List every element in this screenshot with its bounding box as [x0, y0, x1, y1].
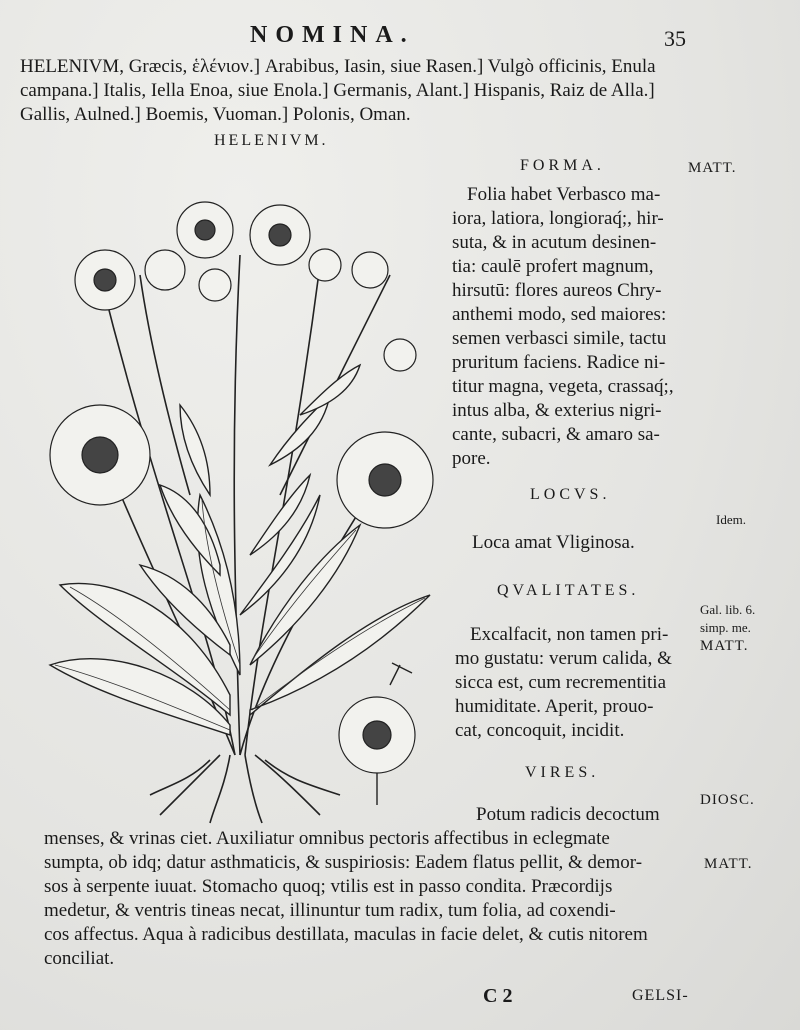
forma-text-line: tia: caulē profert magnum,: [452, 256, 654, 277]
forma-text-line: titur magna, vegeta, crassaq́;,: [452, 376, 674, 397]
margin-note: Idem.: [716, 512, 746, 527]
vires-text-line: sos à serpente iuuat. Stomacho quoq; vtilis est in passo condita. Præcordijs: [44, 876, 613, 897]
figure-caption: HELENIVM.: [214, 132, 329, 149]
forma-text-line: intus alba, & exterius nigri-: [452, 400, 662, 421]
section-heading-vires: VIRES.: [525, 764, 600, 781]
vires-text-line: conciliat.: [44, 948, 115, 969]
nomina-line: Gallis, Aulned.] Boemis, Vuoman.] Polonis, Oman.: [20, 104, 411, 125]
margin-note: MATT.: [704, 856, 753, 872]
vires-text-line: sumpta, ob idq; datur asthmaticis, & suspiriosis: Eadem flatus pellit, & demor-: [44, 852, 643, 873]
forma-text-line: Folia habet Verbasco ma-: [467, 184, 661, 205]
margin-note: Gal. lib. 6.: [700, 602, 756, 617]
section-heading-qualitates: QVALITATES.: [497, 582, 640, 599]
margin-note: MATT.: [700, 638, 749, 654]
vires-text-line: cos affectus. Aqua à radicibus destillata, maculas in facie delet, & cutis nitorem: [44, 924, 648, 945]
section-heading-forma: FORMA.: [520, 157, 605, 174]
page-number: 35: [664, 26, 686, 51]
running-title: NOMINA.: [250, 22, 415, 48]
margin-note: DIOSC.: [700, 792, 755, 808]
qualitates-text-line: mo gustatu: verum calida, &: [455, 648, 672, 669]
qualitates-text-line: sicca est, cum recrementitia: [455, 672, 667, 693]
forma-text-line: suta, & in acutum desinen-: [452, 232, 657, 253]
signature-mark: C 2: [483, 985, 513, 1007]
forma-text-line: iora, latiora, longioraq́;, hir-: [452, 208, 664, 229]
catchword: GELSI-: [632, 987, 689, 1004]
forma-text-line: cante, subacri, & amaro sa-: [452, 424, 660, 445]
forma-text-line: pruritum faciens. Radice ni-: [452, 352, 666, 373]
forma-text-line: hirsutū: flores aureos Chry-: [452, 280, 662, 301]
section-heading-locus: LOCVS.: [530, 486, 611, 503]
nomina-line: campana.] Italis, Iella Enoa, siue Enola.] Germanis, Alant.] Hispanis, Raiz de Alla.]: [20, 80, 655, 101]
locus-text-line: Loca amat Vliginosa.: [472, 532, 635, 553]
margin-note: MATT.: [688, 160, 737, 176]
vires-text-line: Potum radicis decoctum: [476, 804, 660, 825]
nomina-line: HELENIVM, Græcis, ἑλένιον.] Arabibus, Iasin, siue Rasen.] Vulgò officinis, Enula: [20, 56, 656, 77]
elecampane-woodcut-illustration: [40, 195, 440, 825]
forma-text-line: pore.: [452, 448, 491, 469]
vires-text-line: medetur, & ventris tineas necat, illinuntur tum radix, tum folia, ad coxendi-: [44, 900, 616, 921]
qualitates-text-line: humiditate. Aperit, prouo-: [455, 696, 654, 717]
forma-text-line: anthemi modo, sed maiores:: [452, 304, 667, 325]
margin-note: simp. me.: [700, 620, 751, 635]
forma-text-line: semen verbasci simile, tactu: [452, 328, 667, 349]
qualitates-text-line: cat, concoquit, incidit.: [455, 720, 625, 741]
vires-text-line: menses, & vrinas ciet. Auxiliatur omnibus pectoris affectibus in eclegmate: [44, 828, 610, 849]
qualitates-text-line: Excalfacit, non tamen pri-: [470, 624, 669, 645]
